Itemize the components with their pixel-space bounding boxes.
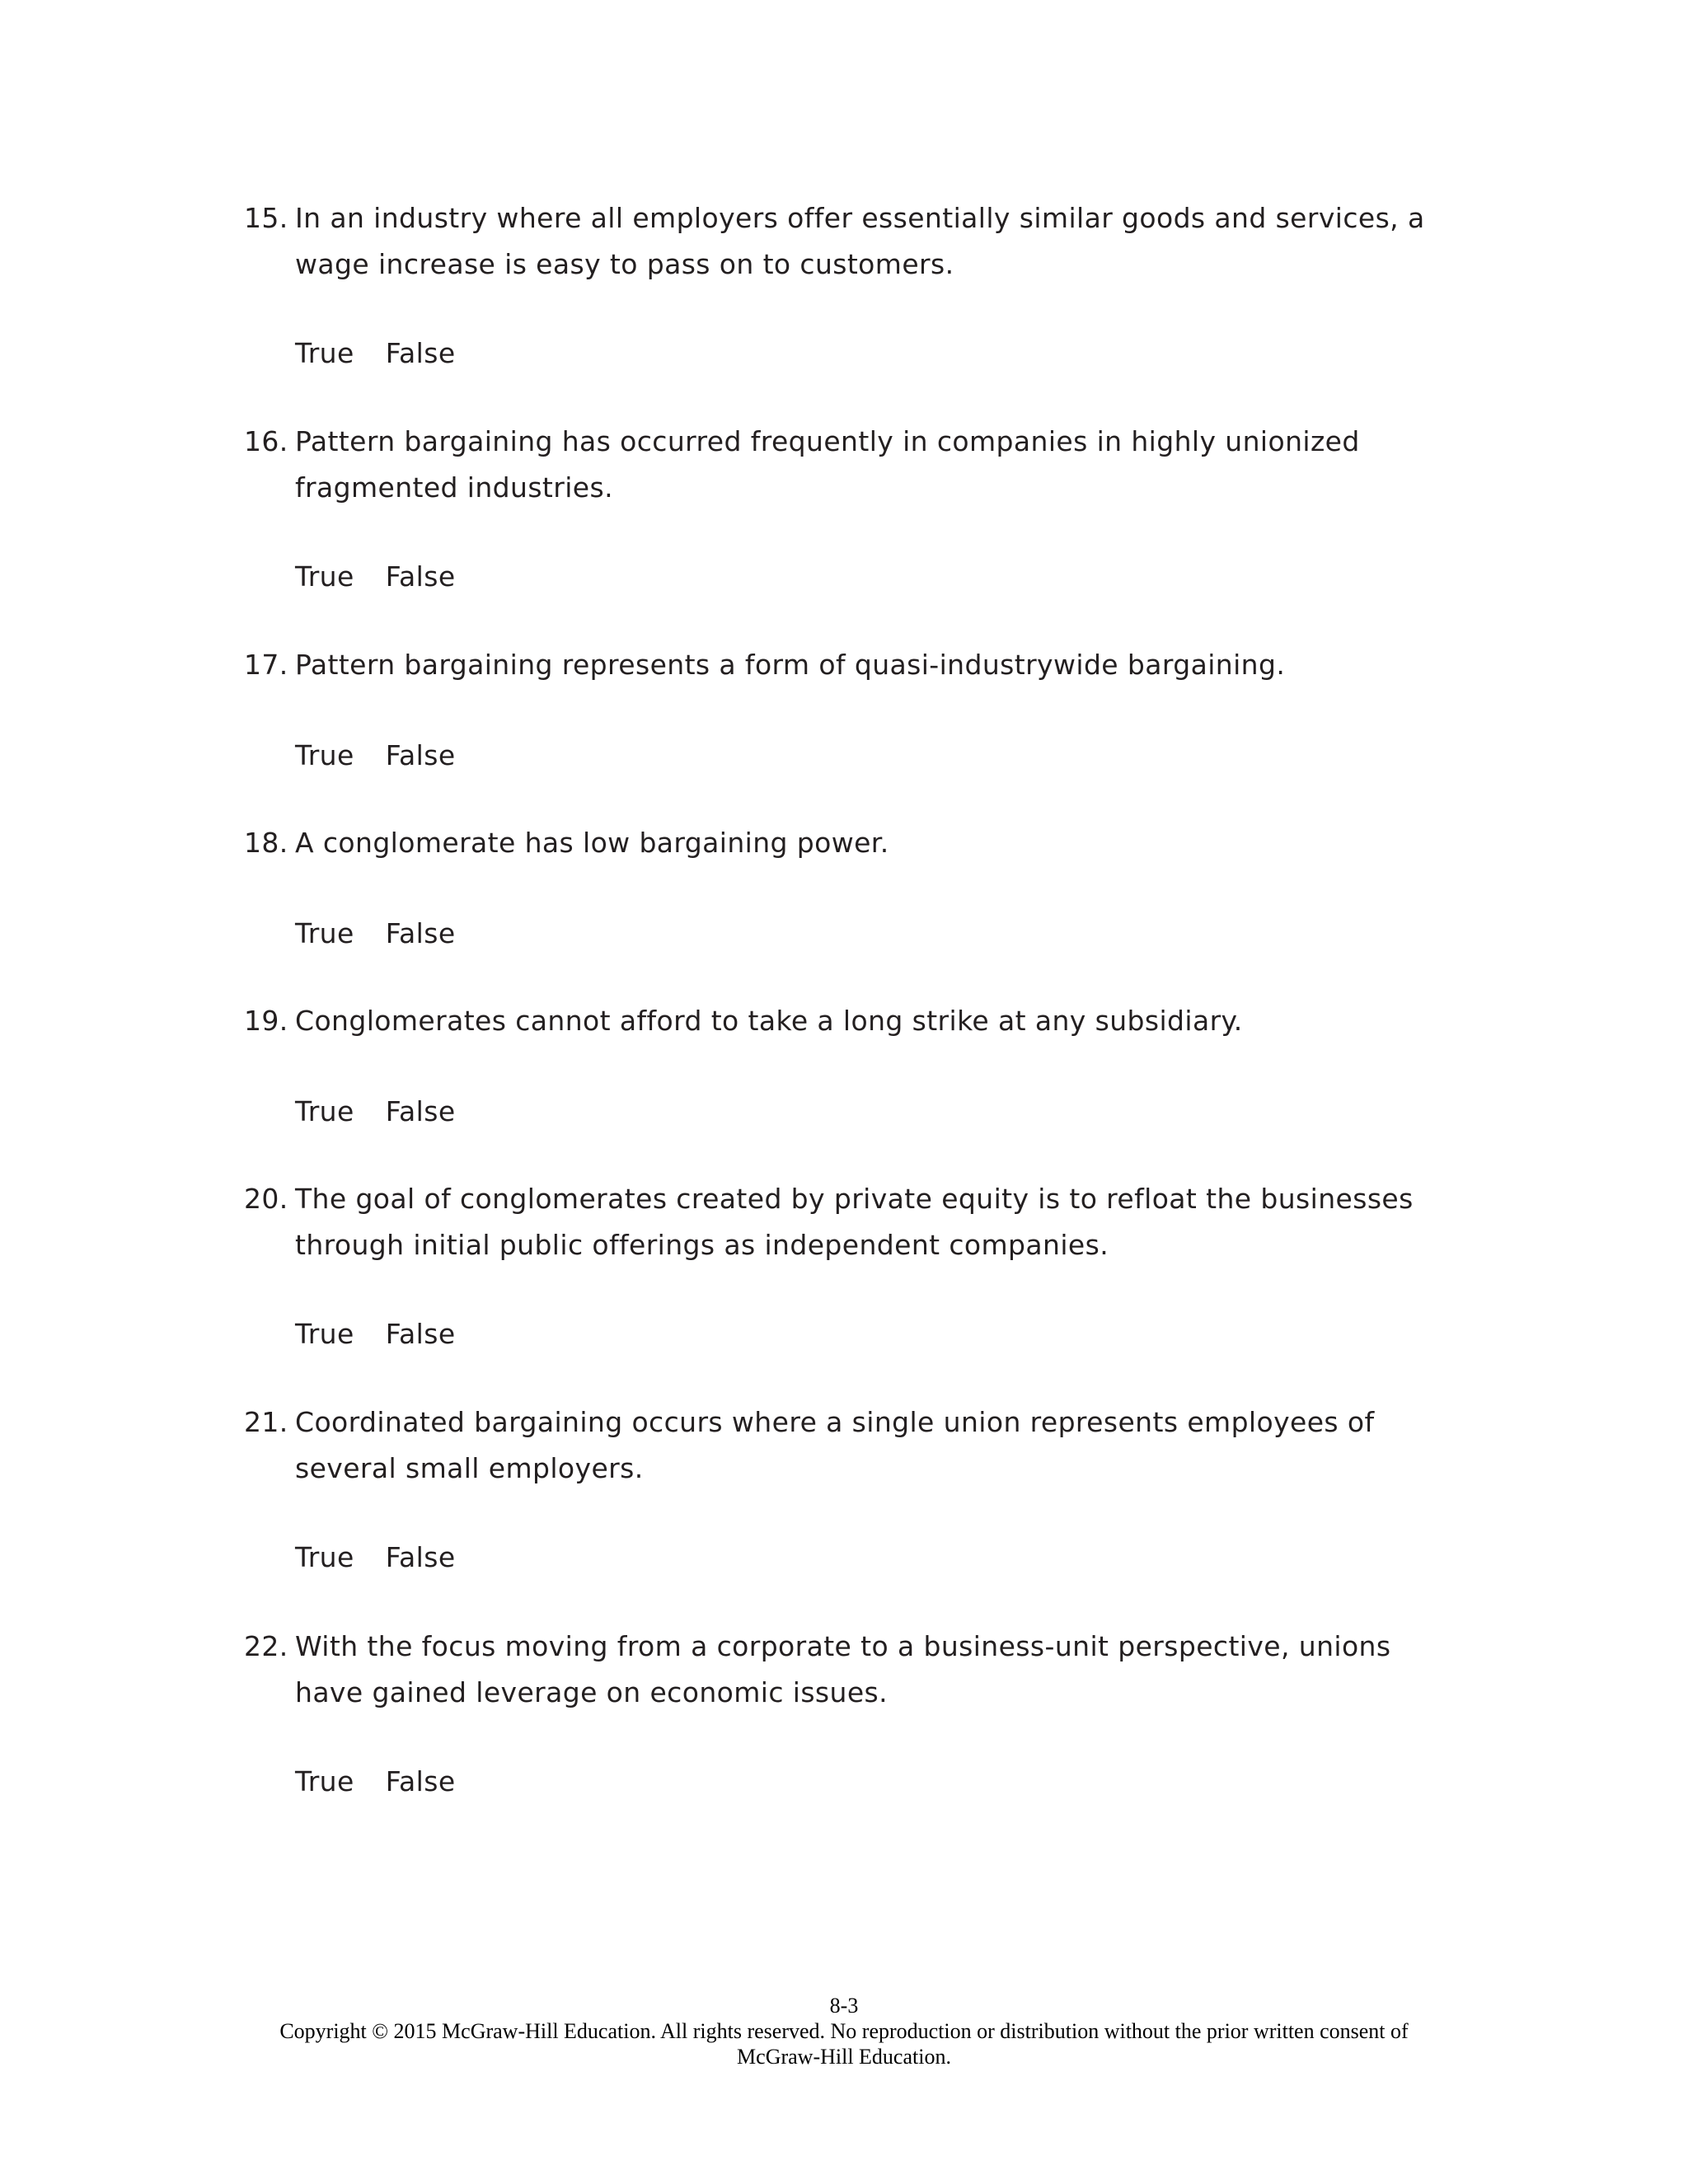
false-option[interactable]: False: [385, 1765, 456, 1797]
question-22: [244, 1624, 1464, 1797]
answer-options: [295, 1535, 456, 1581]
question-number: 21.: [244, 1406, 288, 1438]
answer-options: [295, 1089, 456, 1135]
question-number: 18.: [244, 827, 288, 859]
answer-options: [295, 1759, 456, 1805]
question-19: [244, 998, 1464, 1127]
question-text: In an industry where all employers offer essentially similar goods and services, a wage increase is easy to pass on to customers.: [295, 202, 1425, 280]
true-option[interactable]: True: [295, 1095, 354, 1127]
question-text: Conglomerates cannot afford to take a long strike at any subsidiary.: [295, 1005, 1243, 1037]
false-option[interactable]: False: [385, 1541, 456, 1573]
question-number: 20.: [244, 1183, 288, 1215]
false-option[interactable]: False: [385, 917, 456, 949]
question-number: 22.: [244, 1630, 288, 1662]
false-option[interactable]: False: [385, 739, 456, 771]
question-number: 17.: [244, 649, 288, 681]
question-text: Pattern bargaining has occurred frequently in companies in highly unionized fragmented industries.: [295, 425, 1360, 504]
answer-options: [295, 330, 456, 377]
page-number: 8-3: [829, 1994, 859, 2018]
false-option[interactable]: False: [385, 1095, 456, 1127]
question-text: The goal of conglomerates created by private equity is to refloat the businesses through initial public offerings as independent companies.: [295, 1183, 1414, 1261]
question-text: Coordinated bargaining occurs where a single union represents employees of several small employers.: [295, 1406, 1375, 1484]
question-number: 15.: [244, 202, 288, 234]
answer-options: [295, 1311, 456, 1357]
true-option[interactable]: True: [295, 1318, 354, 1350]
false-option[interactable]: False: [385, 337, 456, 369]
question-text: A conglomerate has low bargaining power.: [295, 827, 889, 859]
question-15: [244, 195, 1464, 369]
question-16: [244, 419, 1464, 593]
false-option[interactable]: False: [385, 560, 456, 593]
true-option[interactable]: True: [295, 337, 354, 369]
question-21: [244, 1399, 1464, 1573]
copyright-notice: Copyright © 2015 McGraw-Hill Education. All rights reserved. No reproduction or distribution without the prior written consent of McGraw-Hill Education.: [279, 2019, 1409, 2069]
answer-options: [295, 554, 456, 600]
question-text: With the focus moving from a corporate to a business-unit perspective, unions have gained leverage on economic issues.: [295, 1630, 1391, 1708]
answer-options: [295, 911, 456, 957]
true-option[interactable]: True: [295, 560, 354, 593]
question-number: 16.: [244, 425, 288, 457]
true-option[interactable]: True: [295, 739, 354, 771]
question-18: [244, 820, 1464, 949]
question-number: 19.: [244, 1005, 288, 1037]
true-option[interactable]: True: [295, 1541, 354, 1573]
question-20: [244, 1176, 1464, 1350]
answer-options: [295, 733, 456, 779]
true-option[interactable]: True: [295, 1765, 354, 1797]
true-option[interactable]: True: [295, 917, 354, 949]
question-text: Pattern bargaining represents a form of quasi-industrywide bargaining.: [295, 649, 1286, 681]
question-17: [244, 642, 1464, 771]
page-footer: [0, 1993, 1688, 2069]
false-option[interactable]: False: [385, 1318, 456, 1350]
